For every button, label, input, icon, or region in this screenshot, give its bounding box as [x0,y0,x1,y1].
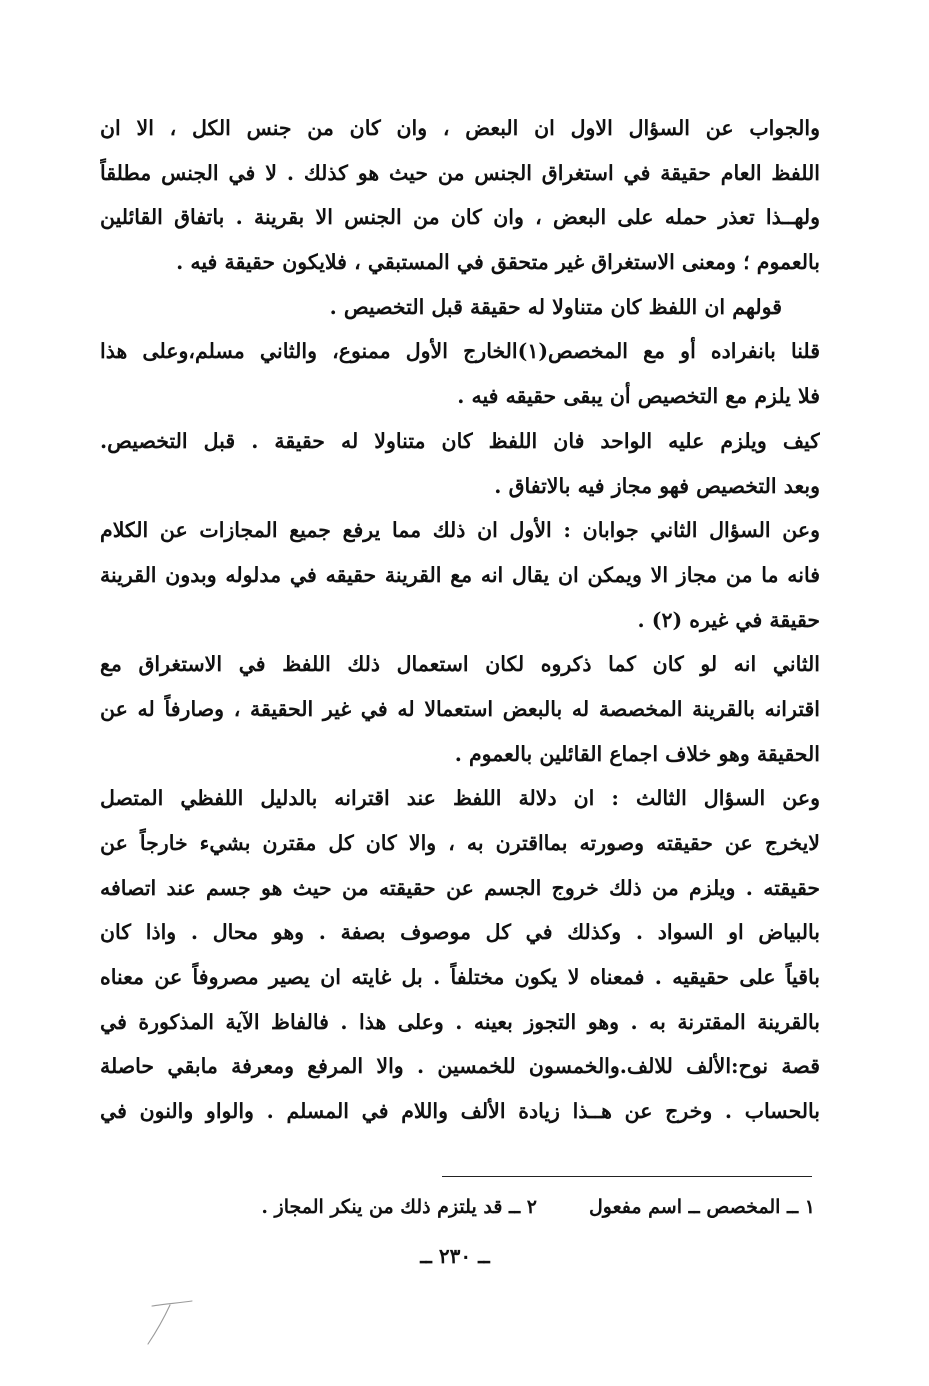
text-line: اقترانه بالقرينة المخصصة له بالبعض استعمالا له في غير الحقيقة ، وصارفاً له عن [100,696,820,721]
text-line: بالبياض او السواد . وكذلك في كل موصوف بصفة . وهو محال . واذا كان [100,920,820,945]
text-line: والجواب عن السؤال الاول ان البعض ، وان كان من جنس الكل ، الا ان [100,116,820,140]
text-line: فانه ما من مجاز الا ويمكن ان يقال انه مع القرينة حقيقه في مدلوله وبدون القرينة [100,562,820,587]
text-line: بالحساب . وخرج عن هــذا زيادة الألف واللام في المسلم . والواو والنون في [100,1099,820,1124]
text-line: وبعد التخصيص فهو مجاز فيه بالاتفاق . [494,473,820,498]
text-line: قولهم ان اللفظ كان متناولا له حقيقة قبل التخصيص . [329,294,782,319]
text-line: باقياً على حقيقيه . فمعناه لا يكون مختلفاً . بل غايته ان يصير مصروفاً عن معناه [100,965,820,990]
text-line: قلنا بانفراده أو مع المخصص(١)الخارج الأول ممنوع، والثاني مسلم،وعلى هذا [100,339,820,364]
text-line: ولهــذا تعذر حمله على البعض ، وان كان من الجنس الا بقرينة . باتفاق القائلين [100,205,820,230]
text-line: بالقرينة المقترنة به . وهو التجوز بعينه . وعلى هذا . فالفاظ الآية المذكورة في [100,1009,820,1034]
footnote-2: ٢ ــ قد يلتزم ذلك من ينكر المجاز . [261,1196,537,1218]
text-line: كيف ويلزم عليه الواحد فان اللفظ كان متناولا له حقيقة . قبل التخصيص. [100,428,820,453]
text-line: بالعموم ؛ ومعنى الاستغراق غير متحقق في المستبقي ، فلايكون حقيقة فيه . [176,250,820,275]
body-text [100,106,820,1134]
page-number: ــ ٢٣٠ ــ [420,1244,490,1268]
pen-mark [140,1296,200,1348]
footnote-divider [442,1176,812,1177]
text-line: فلا يلزم مع التخصيص أن يبقى حقيقه فيه . [457,384,820,409]
text-line: حقيقته . ويلزم من ذلك خروج الجسم عن حقيقته من حيث هو جسم عند اتصافه [100,875,820,900]
text-line: وعن السؤال الثاني جوابان : الأول ان ذلك مما يرفع جميع المجازات عن الكلام [100,518,820,543]
text-line: قصة نوح:الألف للالف.والخمسون للخمسين . والا المرفع ومعرفة مابقي حاصلة [100,1054,820,1079]
footnotes [150,1189,815,1225]
text-line: حقيقة في غيره (٢) . [637,607,820,632]
text-line: الحقيقة وهو خلاف اجماع القائلين بالعموم . [454,741,820,766]
text-line: وعن السؤال الثالث : ان دلالة اللفظ عند اقترانه بالدليل اللفظي المتصل [100,786,820,811]
text-line: الثاني انه لو كان كما ذكروه لكان استعمال ذلك اللفظ في الاستغراق مع [100,652,820,677]
text-line: اللفظ العام حقيقة في استغراق الجنس من حيث هو كذلك . لا في الجنس مطلقاً [100,160,820,185]
footnote-1: ١ ــ المخصص ــ اسم مفعول [588,1196,815,1218]
text-line: لايخرج عن حقيقته وصورته بمااقترن به ، والا كان كل مقترن بشيء خارجاً عن [100,831,820,855]
